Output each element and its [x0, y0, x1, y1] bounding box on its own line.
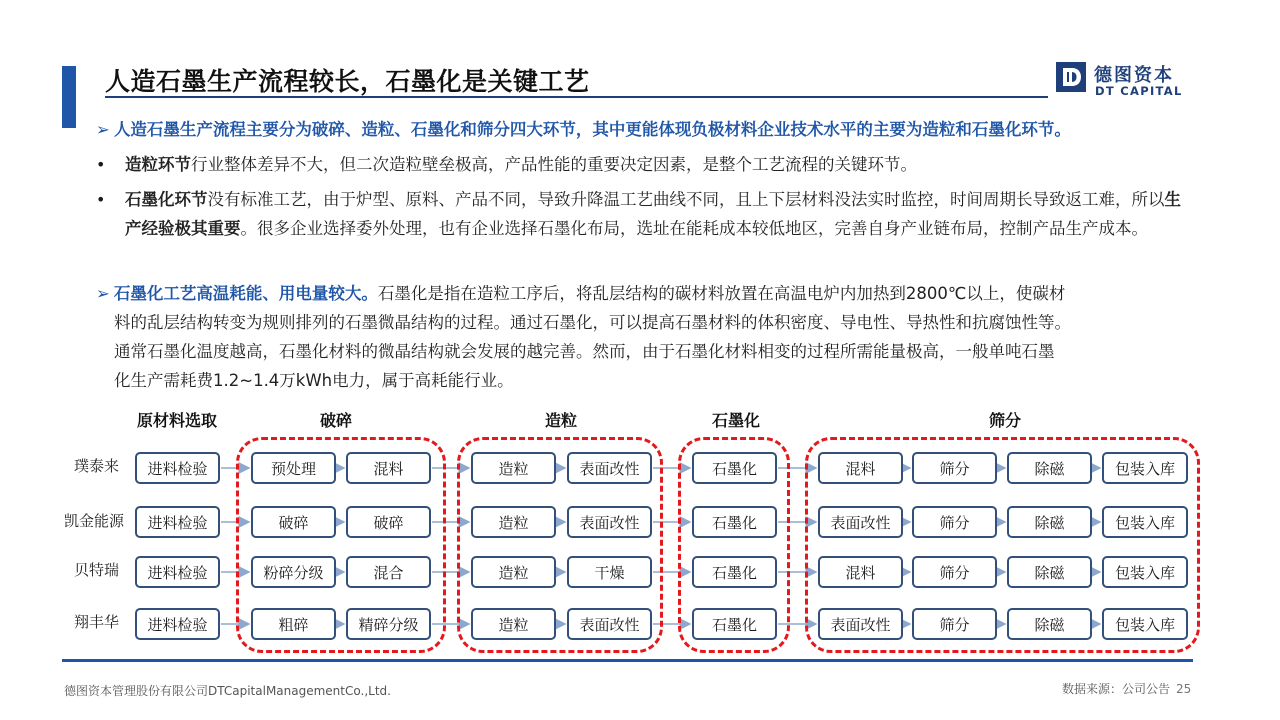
- process-step-box: 除磁: [1007, 452, 1092, 484]
- source-text: 数据来源：公司公告: [1062, 682, 1171, 696]
- process-step-box: 除磁: [1007, 506, 1092, 538]
- process-step-box: 表面改性: [567, 608, 652, 640]
- arrow-bullet-icon: ➢: [96, 284, 110, 303]
- bullet-dot-icon: •: [96, 190, 106, 209]
- energy-line-4: 化生产需耗费1.2~1.4万kWh电力，属于高耗能行业。: [114, 371, 514, 390]
- energy-line-1: 石墨化是指在造粒工序后，将乱层结构的碳材料放置在高温电炉内加热到2800℃以上，使碳材: [377, 284, 1066, 303]
- process-step-box: 进料检验: [135, 608, 220, 640]
- process-step-box: 表面改性: [818, 608, 903, 640]
- graphitization-text-1: 没有标准工艺，由于炉型、原料、产品不同，导致升降温工艺曲线不同，且上下层材料没法实时监控，时间周期长导致返工难，所以: [207, 190, 1165, 209]
- stage-sieving-title: 筛分: [988, 411, 1021, 430]
- process-step-box: 表面改性: [567, 506, 652, 538]
- company-label: 贝特瑞: [74, 561, 120, 579]
- arrow-bullet-icon: ➢: [96, 120, 110, 139]
- process-step-box: 包装入库: [1102, 556, 1188, 588]
- process-step-box: 筛分: [912, 452, 997, 484]
- bullet-dot-icon: •: [96, 155, 106, 174]
- granulation-heading: 造粒环节: [125, 155, 191, 174]
- process-step-box: 混料: [818, 452, 903, 484]
- process-step-box: 粉碎分级: [251, 556, 336, 588]
- process-step-box: 筛分: [912, 556, 997, 588]
- graphitization-text-2: 。很多企业选择委外处理，也有企业选择石墨化布局，选址在能耗成本较低地区，完善自身产业链布局，控制产品生产成本。: [240, 219, 1148, 238]
- company-label: 璞泰来: [74, 457, 120, 475]
- process-step-box: 精碎分级: [346, 608, 431, 640]
- process-step-box: 造粒: [471, 556, 556, 588]
- stage-graphitization-title: 石墨化: [711, 411, 760, 430]
- process-step-box: 筛分: [912, 608, 997, 640]
- footer-rule: [62, 659, 1193, 662]
- process-step-box: 造粒: [471, 608, 556, 640]
- granulation-text: 行业整体差异不大，但二次造粒壁垒极高，产品性能的重要决定因素，是整个工艺流程的关键环节。: [191, 155, 917, 174]
- process-step-box: 石墨化: [692, 506, 777, 538]
- company-label: 凯金能源: [64, 512, 125, 530]
- footer-source: [1062, 680, 1191, 697]
- energy-heading: 石墨化工艺高温耗能、用电量较大。: [113, 284, 378, 303]
- process-step-box: 包装入库: [1102, 506, 1188, 538]
- process-step-box: 除磁: [1007, 608, 1092, 640]
- process-step-box: 混料: [346, 452, 431, 484]
- process-step-box: 石墨化: [692, 556, 777, 588]
- page-number: 25: [1176, 682, 1192, 696]
- graphitization-emphasis: 生产经验极其重要: [125, 190, 1181, 238]
- summary-text: 人造石墨生产流程主要分为破碎、造粒、石墨化和筛分四大环节，其中更能体现负极材料企业技术水平的主要为造粒和石墨化环节。: [113, 120, 1071, 139]
- process-step-box: 混料: [818, 556, 903, 588]
- energy-line-2: 料的乱层结构转变为规则排列的石墨微晶结构的过程。通过石墨化，可以提高石墨材料的体积密度、导电性、导热性和抗腐蚀性等。: [114, 313, 1071, 332]
- process-step-box: 石墨化: [692, 608, 777, 640]
- footer-company: 德图资本管理股份有限公司DTCapitalManagementCo.,Ltd.: [64, 684, 391, 698]
- process-step-box: 包装入库: [1102, 452, 1188, 484]
- process-step-box: 进料检验: [135, 452, 220, 484]
- process-step-box: 石墨化: [692, 452, 777, 484]
- process-step-box: 粗碎: [251, 608, 336, 640]
- process-step-box: 破碎: [346, 506, 431, 538]
- logo-english-text: DT CAPITAL: [1095, 84, 1183, 98]
- process-step-box: 干燥: [567, 556, 652, 588]
- stage-raw-material-title: 原材料选取: [136, 411, 217, 430]
- energy-line-3: 通常石墨化温度越高，石墨化材料的微晶结构就会发展的越完善。然而，由于石墨化材料相变的过程所需能量极高，一般单吨石墨: [114, 342, 1055, 361]
- process-step-box: 表面改性: [818, 506, 903, 538]
- stage-granulation-title: 造粒: [544, 411, 577, 430]
- process-step-box: 表面改性: [567, 452, 652, 484]
- process-step-box: 造粒: [471, 506, 556, 538]
- process-step-box: 破碎: [251, 506, 336, 538]
- stage-crushing-title: 破碎: [319, 411, 352, 430]
- logo-chinese-text: 德图资本: [1094, 65, 1174, 86]
- graphitization-heading: 石墨化环节: [125, 190, 208, 209]
- process-step-box: 包装入库: [1102, 608, 1188, 640]
- company-label: 翔丰华: [74, 613, 120, 631]
- process-step-box: 除磁: [1007, 556, 1092, 588]
- process-step-box: 进料检验: [135, 506, 220, 538]
- process-step-box: 造粒: [471, 452, 556, 484]
- process-step-box: 预处理: [251, 452, 336, 484]
- process-step-box: 混合: [346, 556, 431, 588]
- process-step-box: 进料检验: [135, 556, 220, 588]
- process-step-box: 筛分: [912, 506, 997, 538]
- page-title: 人造石墨生产流程较长，石墨化是关键工艺: [105, 67, 590, 96]
